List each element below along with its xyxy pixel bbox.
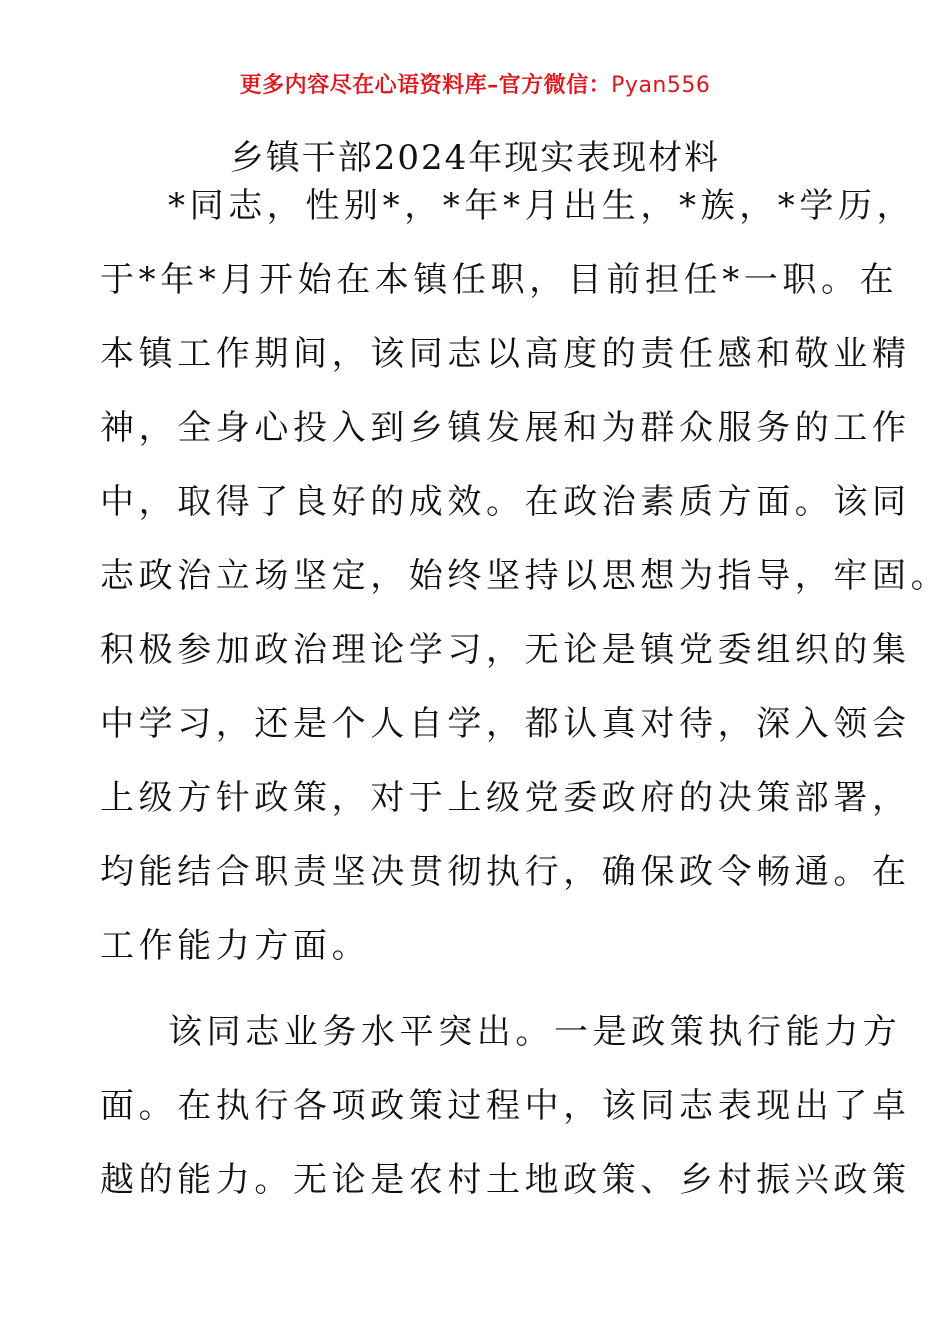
document-title: 乡镇干部2024年现实表现材料 <box>229 138 721 178</box>
body-line: 面。在执行各项政策过程中，该同志表现出了卓 <box>100 1086 911 1126</box>
body-line: 积极参加政治理论学习，无论是镇党委组织的集 <box>100 630 911 670</box>
promo-banner <box>0 68 950 99</box>
body-line: 该同志业务水平突出。一是政策执行能力方 <box>168 1012 902 1052</box>
body-line: *同志，性别*，*年*月出生，*族，*学历， <box>168 186 916 226</box>
body-line: 神，全身心投入到乡镇发展和为群众服务的工作 <box>100 408 911 448</box>
body-line: 上级方针政策，对于上级党委政府的决策部署， <box>100 778 911 818</box>
banner-library-text: 更多内容尽在心语资料库 <box>239 72 488 98</box>
body-line: 志政治立场坚定，始终坚持以思想为指导，牢固。 <box>100 556 950 596</box>
body-line: 于*年*月开始在本镇任职，目前担任*一职。在 <box>100 260 899 300</box>
body-line: 本镇工作期间，该同志以高度的责任感和敬业精 <box>100 334 911 374</box>
banner-wechat-id: Pyan556 <box>611 73 711 98</box>
body-line: 均能结合职责坚决贯彻执行，确保政令畅通。在 <box>100 852 911 892</box>
body-line: 工作能力方面。 <box>100 926 371 966</box>
body-line: 中学习，还是个人自学，都认真对待，深入领会 <box>100 704 911 744</box>
body-line: 越的能力。无论是农村土地政策、乡村振兴政策 <box>100 1160 911 1200</box>
banner-wechat-label: –官方微信： <box>487 72 612 98</box>
body-line: 中，取得了良好的成效。在政治素质方面。该同 <box>100 482 911 522</box>
